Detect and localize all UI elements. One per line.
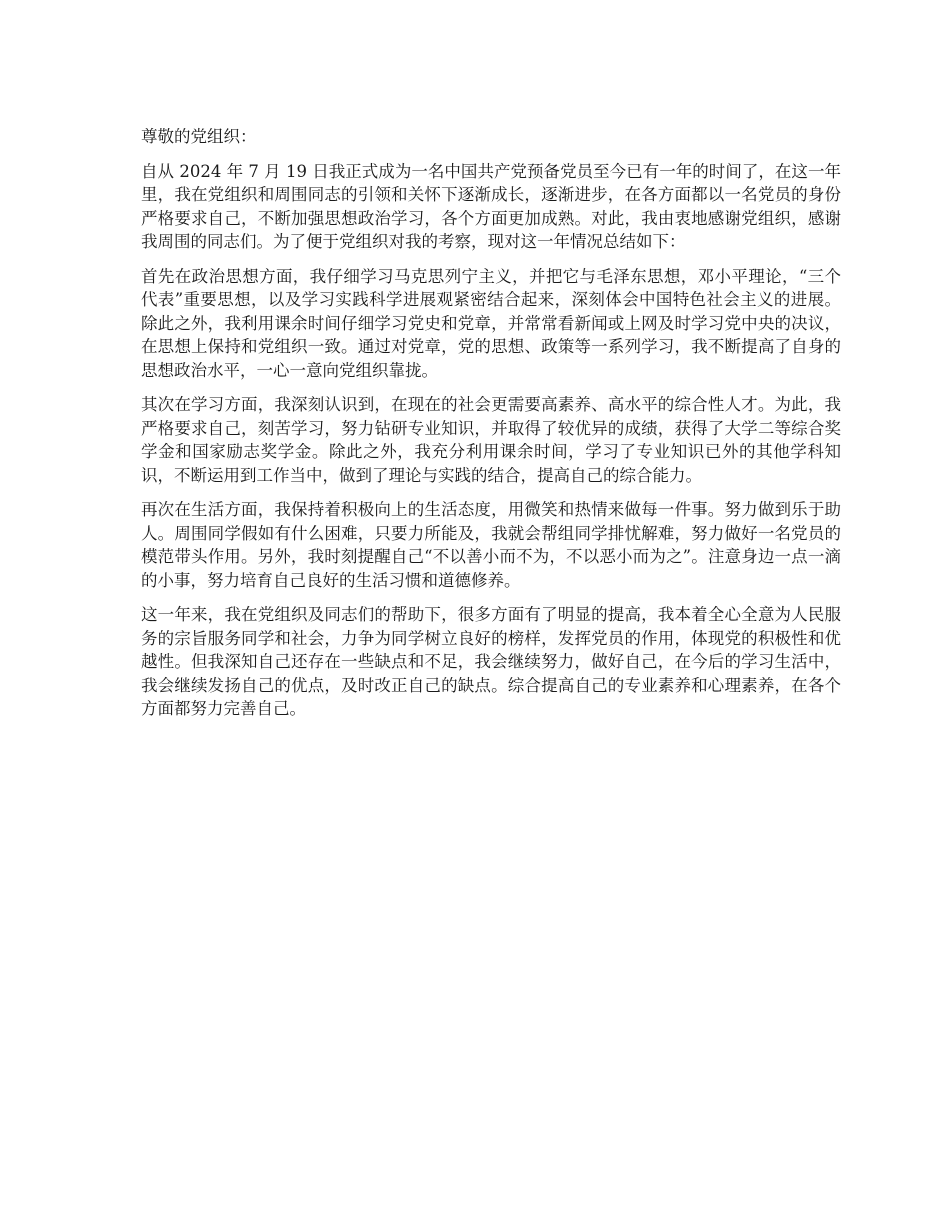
paragraph-study: 其次在学习方面，我深刻认识到，在现在的社会更需要高素养、高水平的综合性人才。为此，我严格要求自己，刻苦学习，努力钻研专业知识，并取得了较优异的成绩，获得了大学二等综合奖学金和国家励志奖学金。除此之外，我充分利用课余时间，学习了专业知识已外的其他学科知识，不断运用到工作当中，做到了理论与实践的结合，提高自己的综合能力。 [141, 395, 841, 485]
letter-greeting: 尊敬的党组织： [141, 127, 257, 146]
letter-body [141, 125, 841, 732]
paragraph-intro: 自从 2024 年 7 月 19 日我正式成为一名中国共产党预备党员至今已有一年的时间了，在这一年里，我在党组织和周围同志的引领和关怀下逐渐成长，逐渐进步，在各方面都以一名党员的身份严格要求自己，不断加强思想政治学习，各个方面更加成熟。对此，我由衷地感谢党组织，感谢我周围的同志们。为了便于党组织对我的考察，现对这一年情况总结如下： [141, 161, 841, 251]
paragraph-political-thought: 首先在政治思想方面，我仔细学习马克思列宁主义，并把它与毛泽东思想，邓小平理论，“三个代表”重要思想，以及学习实践科学进展观紧密结合起来，深刻体会中国特色社会主义的进展。除此之外，我利用课余时间仔细学习党史和党章，并常常看新闻或上网及时学习党中央的决议，在思想上保持和党组织一致。通过对党章，党的思想、政策等一系列学习，我不断提高了自身的思想政治水平，一心一意向党组织靠拢。 [141, 266, 841, 380]
paragraph-life: 再次在生活方面，我保持着积极向上的生活态度，用微笑和热情来做每一件事。努力做到乐于助人。周围同学假如有什么困难，只要力所能及，我就会帮组同学排忧解难，努力做好一名党员的模范带头作用。另外，我时刻提醒自己“不以善小而不为，不以恶小而为之”。注意身边一点一滴的小事，努力培育自己良好的生活习惯和道德修养。 [141, 500, 841, 590]
paragraph-conclusion: 这一年来，我在党组织及同志们的帮助下，很多方面有了明显的提高，我本着全心全意为人民服务的宗旨服务同学和社会，力争为同学树立良好的榜样，发挥党员的作用，体现党的积极性和优越性。但我深知自己还存在一些缺点和不足，我会继续努力，做好自己，在今后的学习生活中，我会继续发扬自己的优点，及时改正自己的缺点。综合提高自己的专业素养和心理素养，在各个方面都努力完善自己。 [141, 605, 841, 718]
